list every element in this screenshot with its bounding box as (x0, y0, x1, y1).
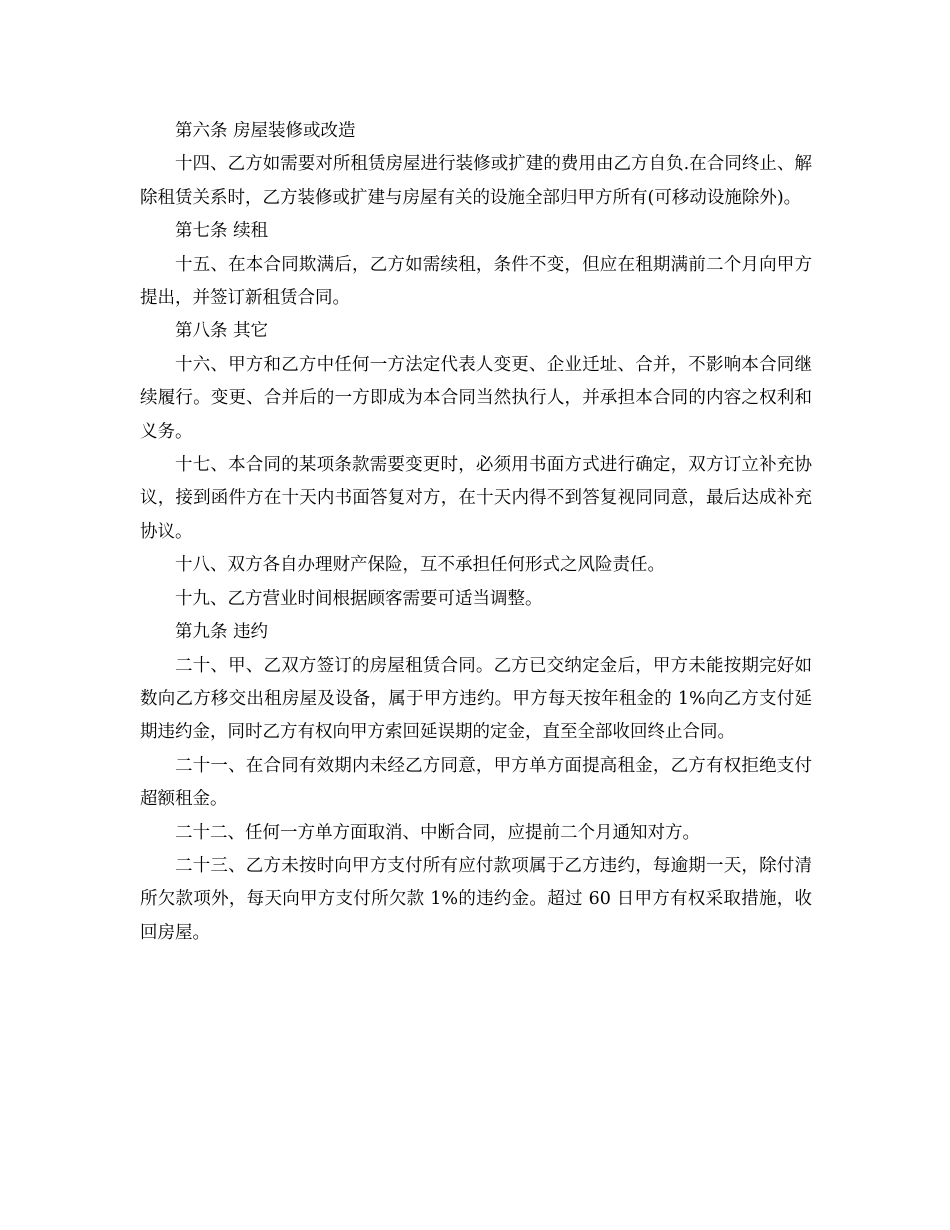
clause-21: 二十一、在合同有效期内未经乙方同意，甲方单方面提高租金，乙方有权拒绝支付超额租金。 (140, 755, 812, 810)
article-heading-7: 第七条 续租 (175, 221, 269, 242)
clause-22: 二十二、任何一方单方面取消、中断合同，应提前二个月通知对方。 (175, 822, 700, 843)
clause-15: 十五、在本合同欺满后，乙方如需续租，条件不变，但应在租期满前二个月向甲方提出，并签订新租赁合同。 (140, 254, 812, 309)
clause-23: 二十三、乙方未按时向甲方支付所有应付款项属于乙方违约，每逾期一天，除付清所欠款项外，每天向甲方支付所欠款 1%的违约金。超过 60 日甲方有权采取措施，收回房屋。 (140, 855, 812, 943)
clause-20: 二十、甲、乙双方签订的房屋租赁合同。乙方已交纳定金后，甲方未能按期完好如数向乙方移交出租房屋及设备，属于甲方违约。甲方每天按年租金的 1%向乙方支付延期违约金，同时乙方有权向甲方索回延误期的定金，直至全部收回终止合同。 (140, 655, 812, 743)
clause-18: 十八、双方各自办理财产保险，互不承担任何形式之风险责任。 (175, 555, 665, 576)
article-heading-9: 第九条 违约 (175, 622, 269, 643)
clause-17: 十七、本合同的某项条款需要变更时，必须用书面方式进行确定，双方订立补充协议，接到函件方在十天内书面答复对方，在十天内得不到答复视同同意，最后达成补充协议。 (140, 455, 812, 542)
article-heading-6: 第六条 房屋装修或改造 (175, 121, 356, 141)
clause-14: 十四、乙方如需要对所租赁房屋进行装修或扩建的费用由乙方自负.在合同终止、解除租赁关系时，乙方装修或扩建与房屋有关的设施全部归甲方所有(可移动设施除外)。 (140, 154, 812, 208)
clause-16: 十六、甲方和乙方中任何一方法定代表人变更、企业迁址、合并，不影响本合同继续履行。变更、合并后的一方即成为本合同当然执行人，并承担本合同的内容之权利和义务。 (140, 354, 812, 442)
clause-19: 十九、乙方营业时间根据顾客需要可适当调整。 (175, 588, 543, 609)
article-heading-8: 第八条 其它 (175, 321, 269, 342)
